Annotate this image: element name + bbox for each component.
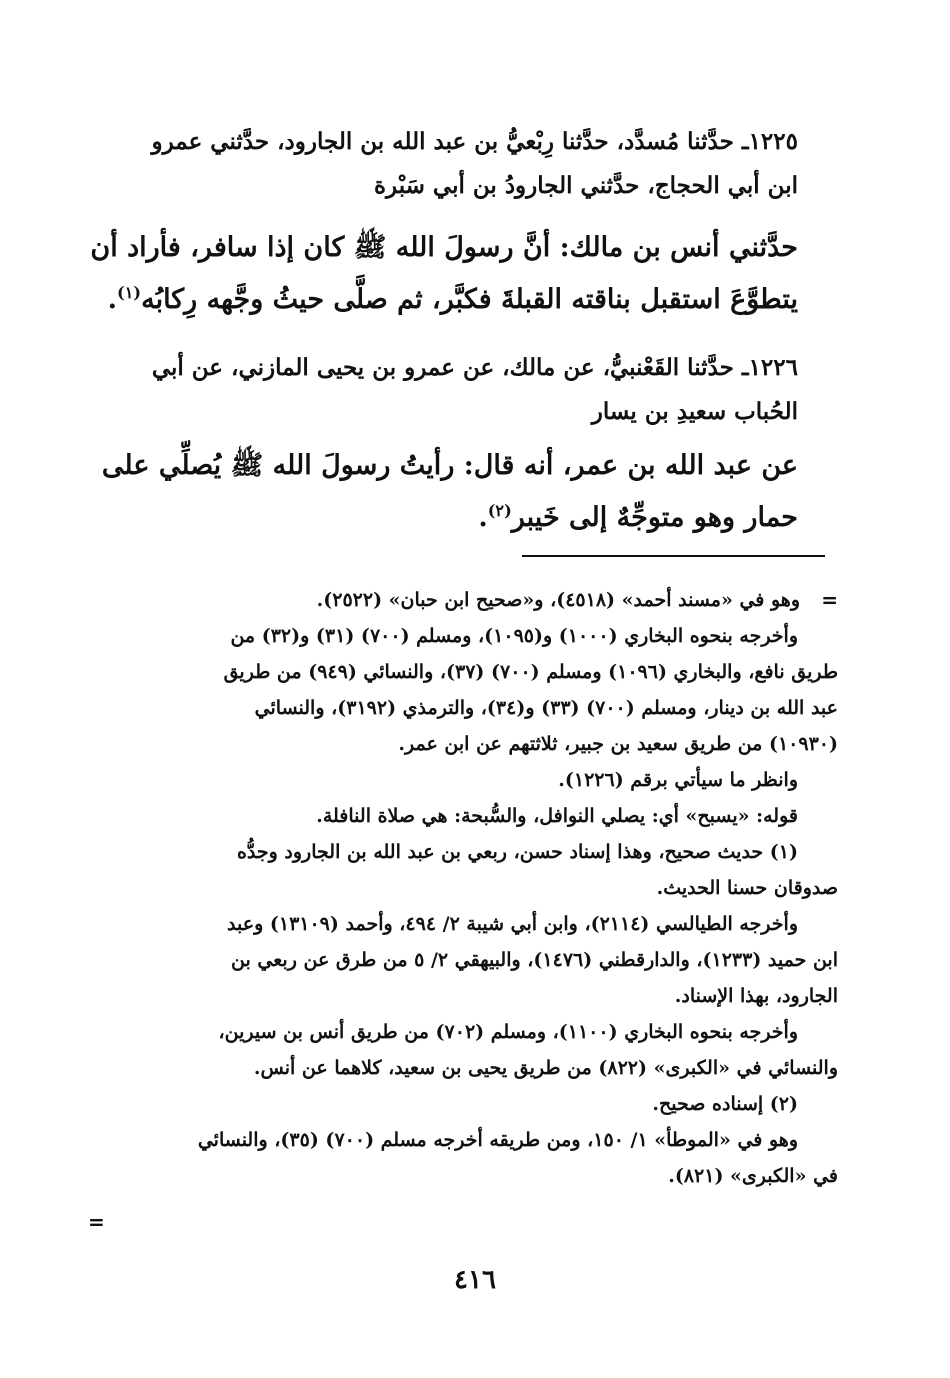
text-line: عبد الله بن دينار، ومسلم (٧٠٠) (٣٣) و(٣٤)، والترمذي (٣١٩٢)، والنسائي [254,697,838,719]
text-segment: يتطوَّعَ استقبل بناقته القبلةَ فكبَّر، ثم صلَّى حيثُ وجَّهه رِكابُه [141,284,798,315]
text-line: حدَّثني أنس بن مالك: أنَّ رسولَ الله ﷺ كان إذا سافر، فأراد أن [90,232,798,263]
text-line: طريق نافع، والبخاري (١٠٩٦) ومسلم (٧٠٠) (٣٧)، والنسائي (٩٤٩) من طريق [223,661,838,683]
text-line [110,492,838,544]
hadith-1226-matn [101,440,838,544]
footnote-paragraph [110,906,838,1014]
text-line: (١٠٩٣٠) من طريق سعيد بن جبير، ثلاثتهم عن ابن عمر. [398,733,838,755]
text-line: وأخرجه بنحوه البخاري (١١٠٠)، ومسلم (٧٠٢) من طريق أنس بن سيرين، [218,1021,798,1043]
text-line: ابن أبي الحجاج، حدَّثني الجارودُ بن أبي سَبْرة [373,172,798,199]
text-line: وهو في «مسند أحمد» (٤٥١٨)، و«صحيح ابن حبان» (٢٥٢٢). [316,589,800,611]
text-line: في «الكبرى» (٨٢١). [668,1165,838,1187]
footnote-paragraph [110,1122,838,1194]
text-line: عن عبد الله بن عمر، أنه قال: رأيتُ رسولَ الله ﷺ يُصلِّي على [101,450,798,481]
footnote-paragraph [110,1014,838,1086]
footnotes [110,582,800,618]
text-line: ١٢٢٦ـ حدَّثنا القَعْنبيُّ، عن مالك، عن عمرو بن يحيى المازني، عن أبي [151,354,798,381]
text-line: الحُباب سعيدِ بن يسار [591,398,798,425]
full-stop: . [107,284,118,315]
text-line: وانظر ما سيأتي برقم (١٢٢٦). [558,769,798,791]
text-line: (١) حديث صحيح، وهذا إسناد حسن، ربعي بن عبد الله بن الجارود وجدُّه [236,841,798,863]
footnote-1 [110,834,838,906]
footnote-ref: (١) [117,283,142,302]
text-line: والنسائي في «الكبرى» (٨٢٢) من طريق يحيى بن سعيد، كلاهما عن أنس. [253,1057,838,1079]
text-line: وأخرجه الطيالسي (٢١١٤)، وابن أبي شيبة ٢/ ٤٩٤، وأحمد (١٣١٠٩) وعبد [227,913,798,935]
footnote-2 [110,1086,838,1122]
end-mark: = [88,1210,105,1234]
hadith-1225-isnad [110,120,838,208]
footnote-paragraph [110,762,838,798]
text-line: قوله: «يسبح» أي: يصلي النوافل، والسُّبحة: هي صلاة النافلة. [316,805,798,827]
text-line [107,274,838,326]
text-line: (٢) إسناده صحيح. [652,1093,798,1115]
text-line: صدوقان حسنا الحديث. [656,877,838,899]
text-line: ١٢٢٥ـ حدَّثنا مُسدَّد، حدَّثنا رِبْعيُّ بن عبد الله بن الجارود، حدَّثني عمرو [151,128,798,155]
text-line: الجارود، بهذا الإسناد. [674,985,838,1007]
footnotes-body [110,618,838,1194]
continuation-mark: = [821,588,838,612]
text-segment: حمار وهو متوجِّهٌ إلى خَيبر [511,502,798,533]
text-line: وهو في «الموطأ» ١/ ١٥٠، ومن طريقه أخرجه مسلم (٧٠٠) (٣٥)، والنسائي [197,1129,798,1151]
full-stop: . [478,502,488,533]
footnote-paragraph [110,618,838,762]
hadith-1226-isnad [110,346,838,434]
footnote-separator [522,555,825,557]
page-number: ٤١٦ [454,1265,496,1295]
footnote-paragraph [110,582,800,618]
footnote-paragraph [110,798,838,834]
hadith-1225-matn [90,222,838,326]
footnote-ref: (٢) [487,501,512,520]
text-line: ابن حميد (١٢٣٣)، والدارقطني (١٤٧٦)، والبيهقي ٢/ ٥ من طرق عن ربعي بن [231,949,838,971]
text-line: وأخرجه بنحوه البخاري (١٠٠٠) و(١٠٩٥)، ومسلم (٧٠٠) (٣١) و(٣٢) من [230,625,798,647]
